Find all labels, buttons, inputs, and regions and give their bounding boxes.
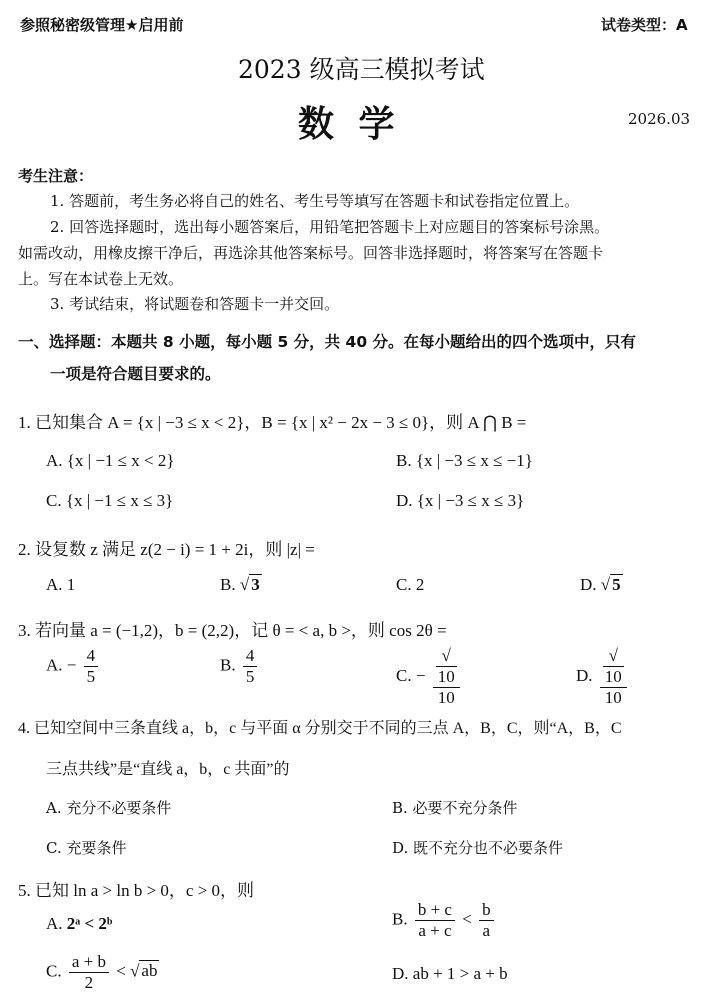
exam-date: 2026.03 xyxy=(628,110,691,128)
question-3-option-a-label: A. − xyxy=(46,655,77,675)
radicand: 10 xyxy=(604,667,622,686)
question-5-option-b-label: B. xyxy=(392,909,408,929)
fraction-numerator: b + c xyxy=(415,900,455,921)
question-5-option-b-fraction-1 xyxy=(415,900,455,941)
question-5-option-b-fraction-2 xyxy=(479,900,494,941)
question-4-stem-line-2: 三点共线”是“直线 a，b，c 共面”的 xyxy=(46,761,290,778)
fraction-denominator: 10 xyxy=(437,688,455,707)
question-3-stem: 3. 若向量 a = (−1,2)，b = (2,2)，记 θ = < a, b >，则 cos 2θ = xyxy=(18,621,447,640)
fraction-numerator: √ 10 xyxy=(433,646,460,688)
radicand: 10 xyxy=(437,667,455,686)
question-2-stem: 2. 设复数 z 满足 z(2 − i) = 1 + 2i，则 |z| = xyxy=(18,540,315,559)
fraction-numerator: b xyxy=(479,900,494,921)
notice-item-2-line-1: 2. 回答选择题时，选出每小题答案后，用铅笔把答题卡上对应题目的答案标号涂黑。 xyxy=(50,218,610,236)
fraction-denominator: a + c xyxy=(418,921,452,940)
question-1-option-d: D. {x | −3 ≤ x ≤ 3} xyxy=(396,491,525,510)
question-1-option-c: C. {x | −1 ≤ x ≤ 3} xyxy=(46,491,174,510)
fraction-numerator: √ 10 xyxy=(600,646,627,688)
exam-title: 2023 级高三模拟考试 xyxy=(238,55,485,84)
question-4-stem-line-1: 4. 已知空间中三条直线 a，b，c 与平面 α 分别交于不同的三点 A，B，C，则“A，B，C xyxy=(18,720,622,737)
fraction-numerator: 4 xyxy=(84,646,99,667)
question-3-option-b-fraction xyxy=(243,646,258,687)
question-2-option-c: C. 2 xyxy=(396,575,425,594)
question-3-option-c-fraction xyxy=(433,646,460,708)
question-4-option-d: D. 既不充分也不必要条件 xyxy=(392,839,564,857)
question-5-option-d: D. ab + 1 > a + b xyxy=(392,964,508,983)
question-3-option-a xyxy=(46,646,101,687)
fraction-numerator: 4 xyxy=(243,646,258,667)
question-2-option-b: B. √ 3 xyxy=(220,575,260,594)
question-5-option-c-fraction xyxy=(69,952,109,993)
question-1-stem: 1. 已知集合 A = {x | −3 ≤ x < 2}，B = {x | x² − 2x − 3 ≤ 0}，则 A ⋂ B = xyxy=(18,413,527,432)
paper-type-label: 试卷类型：A xyxy=(601,16,688,34)
notice-item-2-line-3: 上。写在本试卷上无效。 xyxy=(18,270,184,288)
fraction-numerator: a + b xyxy=(69,952,109,973)
question-3-option-d-label: D. xyxy=(576,665,593,685)
notice-item-3: 3. 考试结束，将试题卷和答题卡一并交回。 xyxy=(50,295,340,313)
question-2-option-d-label: D. xyxy=(580,575,597,594)
question-5-option-a-label: A. xyxy=(46,914,63,933)
question-3-option-b xyxy=(220,646,260,687)
fraction-denominator: 5 xyxy=(245,667,255,686)
question-4-option-b: B. 必要不充分条件 xyxy=(392,799,518,817)
fraction-denominator: 5 xyxy=(86,667,96,686)
question-4-option-a: A. 充分不必要条件 xyxy=(46,799,172,817)
confidentiality-label: 参照秘密级管理★启用前 xyxy=(20,16,184,34)
question-3-option-a-fraction xyxy=(84,646,99,687)
fraction-denominator: 10 xyxy=(604,688,622,707)
fraction-denominator: 2 xyxy=(84,973,94,992)
question-2-option-d: D. √ 5 xyxy=(580,575,621,594)
question-2-option-d-radicand: 5 xyxy=(612,575,621,594)
question-3-option-c xyxy=(396,646,463,708)
question-1-option-b: B. {x | −3 ≤ x ≤ −1} xyxy=(396,451,533,470)
question-5-option-a xyxy=(46,914,112,934)
question-5-option-a-expression: 2ᵃ < 2ᵇ xyxy=(66,914,113,933)
question-3-option-b-label: B. xyxy=(220,655,236,675)
question-5-option-c-radicand: ab xyxy=(141,961,158,981)
question-3-option-d-fraction xyxy=(600,646,627,708)
question-3-option-c-label: C. − xyxy=(396,665,426,685)
question-3-option-d xyxy=(576,646,630,708)
question-1-option-a: A. {x | −1 ≤ x < 2} xyxy=(46,451,175,470)
section-heading-line-2: 一项是符合题目要求的。 xyxy=(50,365,221,383)
less-than-sign: < xyxy=(462,909,472,929)
question-5-option-b xyxy=(392,900,497,941)
less-than-sign: < xyxy=(116,961,126,981)
subject-title: 数 学 xyxy=(298,103,401,145)
question-2-option-b-radicand: 3 xyxy=(251,575,260,594)
question-2-option-a: A. 1 xyxy=(46,575,76,594)
notice-heading: 考生注意： xyxy=(18,167,94,185)
question-5-option-c: C. $\frac{a + b}{2}$ < √ ab xyxy=(46,952,158,992)
question-5-option-c-label: C. xyxy=(46,961,62,981)
fraction-denominator: a xyxy=(482,921,491,940)
notice-item-2-line-2: 如需改动，用橡皮擦干净后，再选涂其他答案标号。回答非选择题时，将答案写在答题卡 xyxy=(18,244,604,262)
notice-item-1: 1. 答题前，考生务必将自己的姓名、考生号等填写在答题卡和试卷指定位置上。 xyxy=(50,192,580,210)
question-2-option-b-label: B. xyxy=(220,575,236,594)
question-5-stem: 5. 已知 ln a > ln b > 0，c > 0，则 xyxy=(18,881,255,900)
section-heading-line-1: 一、选择题：本题共 8 小题，每小题 5 分，共 40 分。在每小题给出的四个选项中，只有 xyxy=(18,333,637,351)
question-4-option-c: C. 充要条件 xyxy=(46,839,127,857)
